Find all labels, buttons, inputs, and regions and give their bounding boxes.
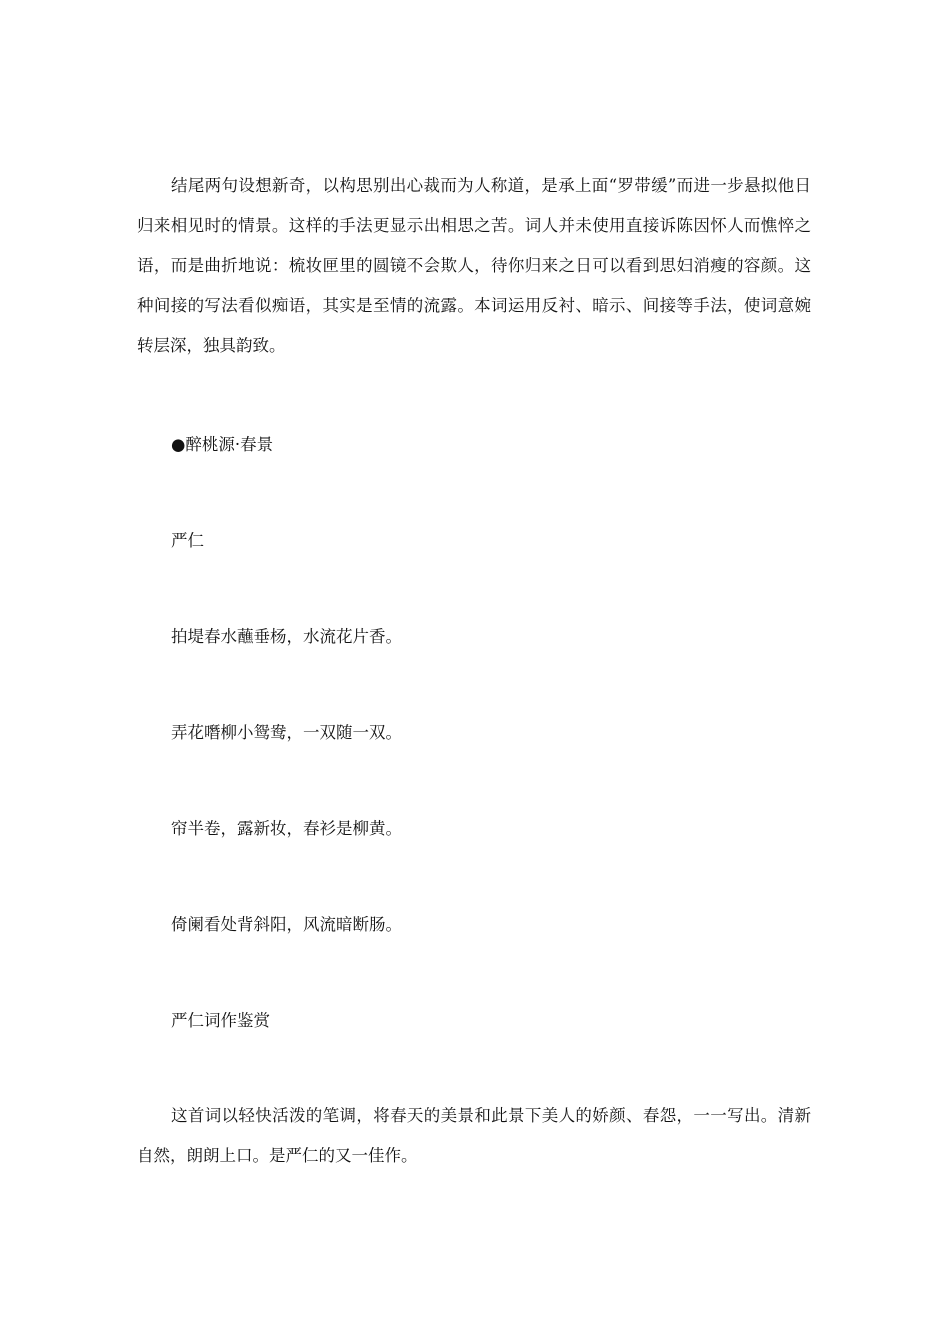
poem-line-2: 弄花噆柳小鸳鸯，一双随一双。 (171, 723, 402, 742)
poem-line-3: 帘半卷，露新妆，春衫是柳黄。 (171, 819, 402, 838)
poem-line-4: 倚阑看处背斜阳，风流暗断肠。 (171, 915, 402, 934)
poem-line-1: 拍堤春水蘸垂杨，水流花片香。 (171, 627, 402, 646)
appreciation-heading: 严仁词作鉴赏 (171, 1011, 270, 1030)
commentary-paragraph: 结尾两句设想新奇，以构思别出心裁而为人称道，是承上面“罗带缓”而进一步悬拟他日归来相见时的情景。这样的手法更显示出相思之苦。词人并未使用直接诉陈因怀人而憔悴之语，而是曲折地说：梳妆匣里的圆镜不会欺人，待你归来之日可以看到思妇消瘦的容颜。这种间接的写法看似痴语，其实是至情的流露。本词运用反衬、暗示、间接等手法，使词意婉转层深，独具韵致。 (137, 176, 811, 355)
appreciation-paragraph: 这首词以轻快活泼的笔调，将春天的美景和此景下美人的娇颜、春怨，一一写出。清新自然，朗朗上口。是严仁的又一佳作。 (137, 1106, 811, 1165)
poem-author: 严仁 (171, 531, 204, 550)
poem-title: ●醉桃源·春景 (171, 435, 274, 454)
